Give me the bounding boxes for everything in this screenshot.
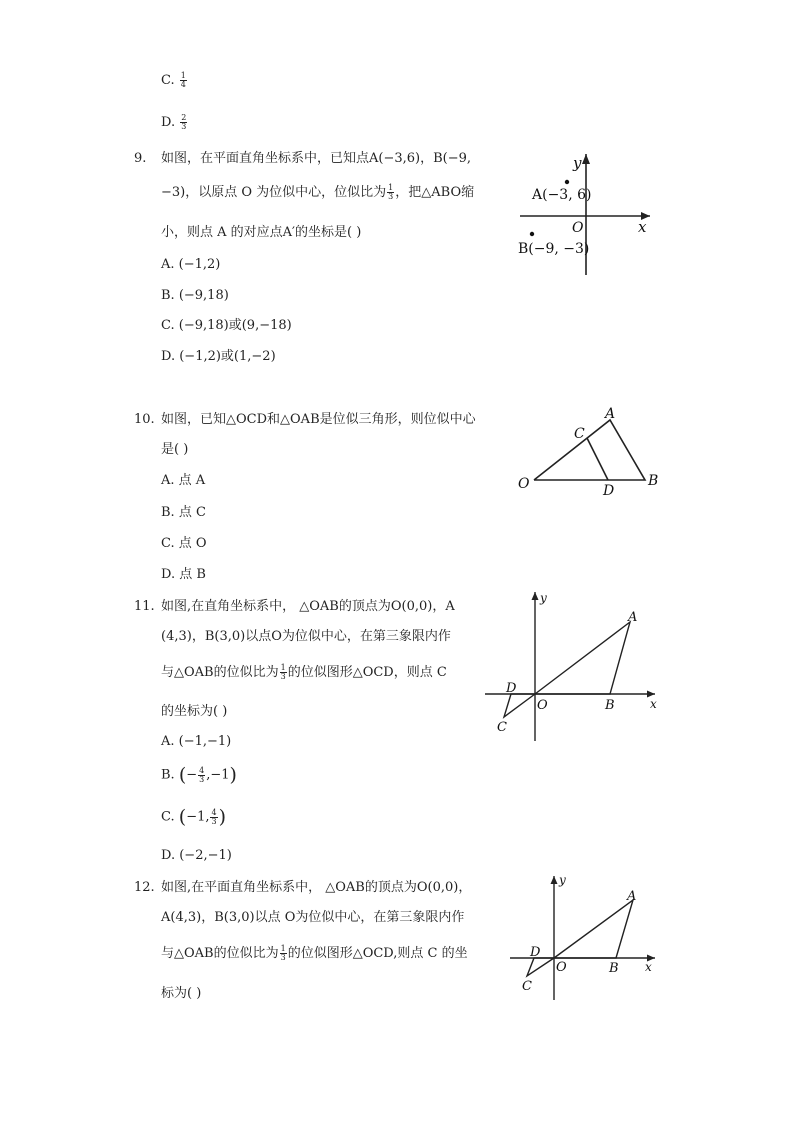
q10-text-line2: 是( ) (161, 442, 189, 457)
q12-text-line2: A(4,3)，B(3,0)以点 O为位似中心，在第三象限内作 (161, 910, 465, 925)
q10-option-c: C. 点 O (161, 536, 207, 551)
triangle-oab (534, 420, 645, 480)
point-a-label: A(−3, 6) (532, 187, 592, 203)
label-b: B (609, 961, 619, 976)
fraction: $\frac{1}{4}$ (180, 71, 186, 89)
q11-option-c: C. (−1, $\frac{4}{3}$ ) (161, 806, 226, 828)
origin-label: O (537, 698, 548, 713)
origin-label: O (556, 960, 567, 975)
q9-option-c: C. (−9,18)或(9,−18) (161, 318, 292, 333)
x-label: x (645, 960, 652, 974)
q11-text-line3: 与△OAB的位似比为 $\frac{1}{3}$ 的位似图形△OCD，则点 C (161, 663, 447, 681)
q9-option-d: D. (−1,2)或(1,−2) (161, 349, 276, 364)
fraction: $\frac{4}{3}$ (199, 765, 205, 784)
point-a (565, 180, 569, 184)
q11-figure (480, 588, 665, 748)
q10-text-line1: 如图，已知△OCD和△OAB是位似三角形，则位似中心 (161, 412, 476, 427)
point-b (530, 232, 534, 236)
q10-option-b: B. 点 C (161, 505, 206, 520)
label-c: C (522, 979, 532, 994)
y-axis-arrow (582, 154, 590, 164)
x-label: x (650, 697, 657, 711)
q9-text-line1: 如图，在平面直角坐标系中，已知点A(−3,6)，B(−9, (161, 151, 472, 166)
q9-option-a: A. (−1,2) (161, 257, 221, 272)
q10-option-a: A. 点 A (161, 473, 206, 488)
q11-option-a: A. (−1,−1) (161, 734, 232, 749)
q9-figure (510, 150, 660, 280)
q9-text-line2: −3)，以原点 O 为位似中心，位似比为 $\frac{1}{3}$ ，把△ABO缩 (161, 183, 475, 201)
label-d: D (603, 483, 615, 499)
q12-figure (505, 870, 665, 1005)
label-b: B (605, 698, 615, 713)
triangle-oab (535, 622, 630, 694)
segment-cd (587, 438, 608, 480)
fraction: $\frac{2}{3}$ (181, 113, 187, 131)
q11-text-line4: 的坐标为( ) (161, 704, 228, 719)
fraction: $\frac{1}{3}$ (280, 663, 286, 681)
label-c: C (574, 426, 585, 442)
y-label: y (573, 154, 582, 172)
point-b-label: B(−9, −3) (518, 241, 590, 257)
q11-option-d: D. (−2,−1) (161, 848, 232, 863)
q9-number: 9. (134, 151, 147, 166)
q11-number: 11. (134, 599, 155, 614)
q11-option-b: B. (− $\frac{4}{3}$ ,−1) (161, 764, 237, 786)
q10-option-d: D. 点 B (161, 567, 206, 582)
q8-option-d: D. $\frac{2}{3}$ (161, 113, 187, 131)
triangle-ocd (527, 958, 554, 976)
q10-figure (510, 400, 670, 500)
label-o: O (518, 476, 530, 492)
fraction: $\frac{4}{3}$ (211, 807, 217, 826)
q12-number: 12. (134, 880, 155, 895)
label-a: A (628, 610, 638, 625)
q11-text-line2: (4,3)，B(3,0)以点O为位似中心，在第三象限内作 (161, 629, 451, 644)
q8-option-c: C. $\frac{1}{4}$ (161, 71, 186, 89)
q9-option-b: B. (−9,18) (161, 288, 229, 303)
q12-text-line1: 如图,在平面直角坐标系中， △OAB的顶点为O(0,0)， (161, 880, 472, 895)
triangle-ocd (504, 694, 535, 717)
label-b: B (648, 473, 659, 489)
label-c: C (497, 720, 507, 735)
fraction: $\frac{1}{3}$ (388, 183, 394, 201)
x-label: x (638, 218, 647, 236)
label-a: A (627, 889, 637, 904)
y-label: y (540, 591, 547, 605)
q12-text-line3: 与△OAB的位似比为 $\frac{1}{3}$ 的位似图形△OCD,则点 C 的坐 (161, 944, 468, 962)
label-d: D (530, 945, 541, 960)
q11-text-line1: 如图,在直角坐标系中， △OAB的顶点为O(0,0)，A (161, 599, 455, 614)
triangle-oab (554, 900, 633, 958)
label-a: A (605, 406, 616, 422)
q9-text-line3: 小，则点 A 的对应点A′的坐标是( ) (161, 225, 362, 240)
q12-text-line4: 标为( ) (161, 986, 202, 1001)
origin-label: O (572, 220, 584, 236)
y-axis-arrow (551, 876, 558, 884)
q10-number: 10. (134, 412, 155, 427)
label-d: D (506, 681, 517, 696)
y-axis-arrow (532, 592, 539, 600)
y-label: y (559, 873, 566, 887)
fraction: $\frac{1}{3}$ (280, 944, 286, 962)
